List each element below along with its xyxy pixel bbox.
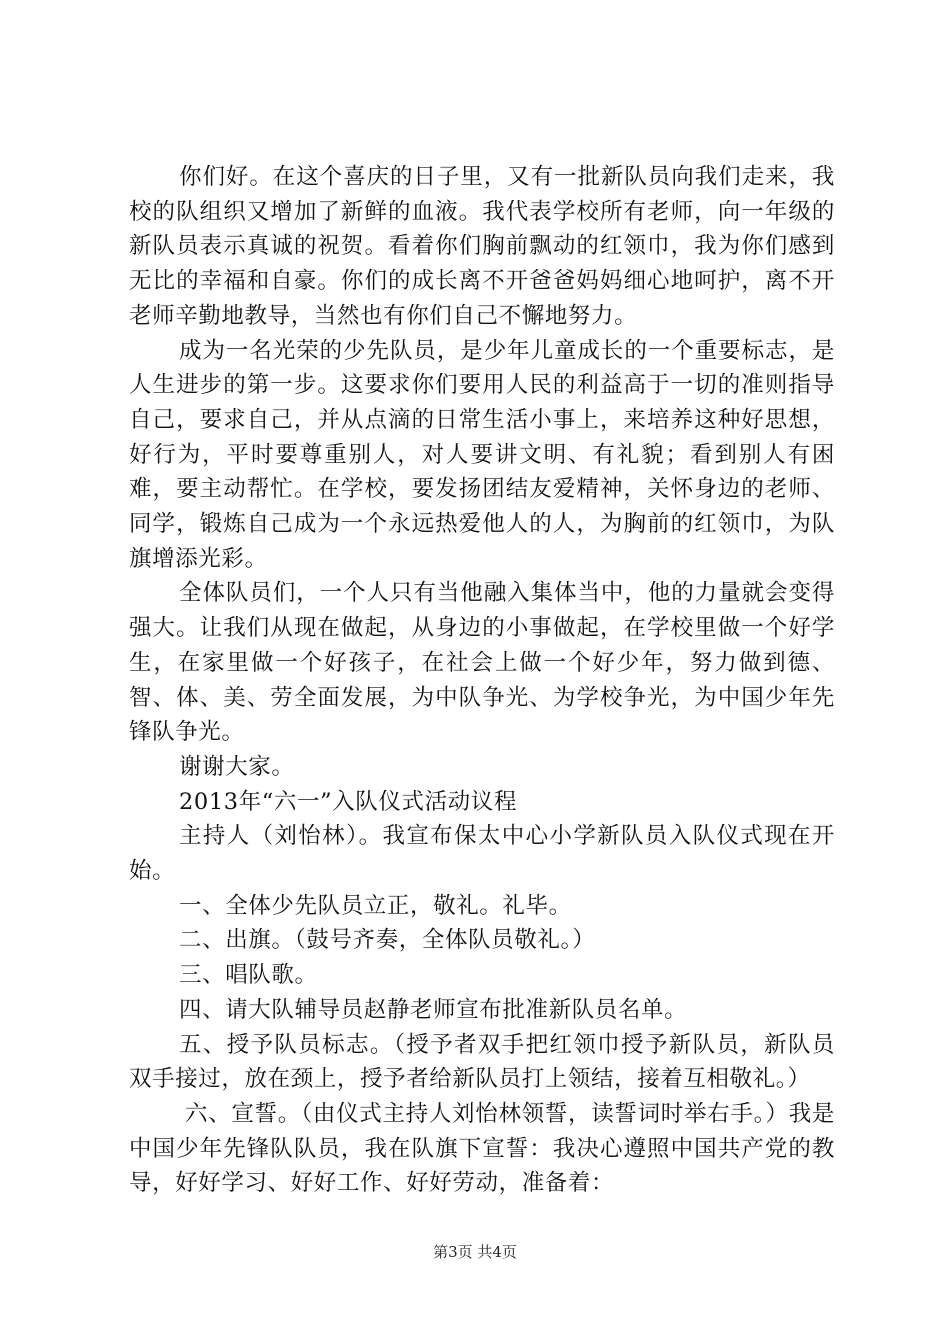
paragraph-greeting: 你们好。在这个喜庆的日子里，又有一批新队员向我们走来，我校的队组织又增加了新鲜的血液。我代表学校所有老师，向一年级的新队员表示真诚的祝贺。看着你们胸前飘动的红领巾，我为你们感到无比的幸福和自豪。你们的成长离不开爸爸妈妈细心地呵护，离不开老师辛勤地教导，当然也有你们自己不懈地努力。 bbox=[129, 164, 835, 329]
paragraph-collective: 全体队员们，一个人只有当他融入集体当中，他的力量就会变得强大。让我们从现在做起，从身边的小事做起，在学校里做一个好学生，在家里做一个好孩子，在社会上做一个好少年，努力做到德、智、体、美、劳全面发展，为中队争光、为学校争光，为中国少年先锋队争光。 bbox=[129, 580, 835, 746]
agenda-item-1: 一、全体少先队员立正，敬礼。礼毕。 bbox=[179, 892, 572, 919]
paragraph-pioneer-honor: 成为一名光荣的少先队员，是少年儿童成长的一个重要标志，是人生进步的第一步。这要求你们要用人民的利益高于一切的准则指导自己，要求自己，并从点滴的日常生活小事上，来培养这种好思想，好行为，平时要尊重别人，对人要讲文明、有礼貌；看到别人有困难，要主动帮忙。在学校，要发扬团结友爱精神，关怀身边的老师、同学，锻炼自己成为一个永远热爱他人的人，为胸前的红领巾，为队旗增添光彩。 bbox=[129, 337, 835, 572]
agenda-item-2: 二、出旗。（鼓号齐奏，全体队员敬礼。） bbox=[179, 927, 596, 954]
agenda-item-4: 四、请大队辅导员赵静老师宣布批准新队员名单。 bbox=[179, 996, 688, 1023]
paragraph-thanks: 谢谢大家。 bbox=[179, 753, 295, 780]
agenda-item-6: 六、宣誓。（由仪式主持人刘怡林领誓，读誓词时举右手。）我是中国少年先锋队队员，我在队旗下宣誓：我决心遵照中国共产党的教导，好好学习、好好工作、好好劳动，准备着： bbox=[129, 1100, 835, 1197]
agenda-host-opening: 主持人（刘怡林）。我宣布保太中心小学新队员入队仪式现在开始。 bbox=[129, 823, 835, 885]
document-body bbox=[129, 160, 835, 1201]
page-number-footer: 第3页 共4页 bbox=[433, 1243, 517, 1261]
agenda-item-3: 三、唱队歌。 bbox=[179, 962, 318, 989]
agenda-title: 2013年“六一”入队仪式活动议程 bbox=[179, 788, 517, 815]
agenda-item-5: 五、授予队员标志。（授予者双手把红领巾授予新队员，新队员双手接过，放在颈上，授予者给新队员打上领结，接着互相敬礼。） bbox=[129, 1031, 835, 1093]
